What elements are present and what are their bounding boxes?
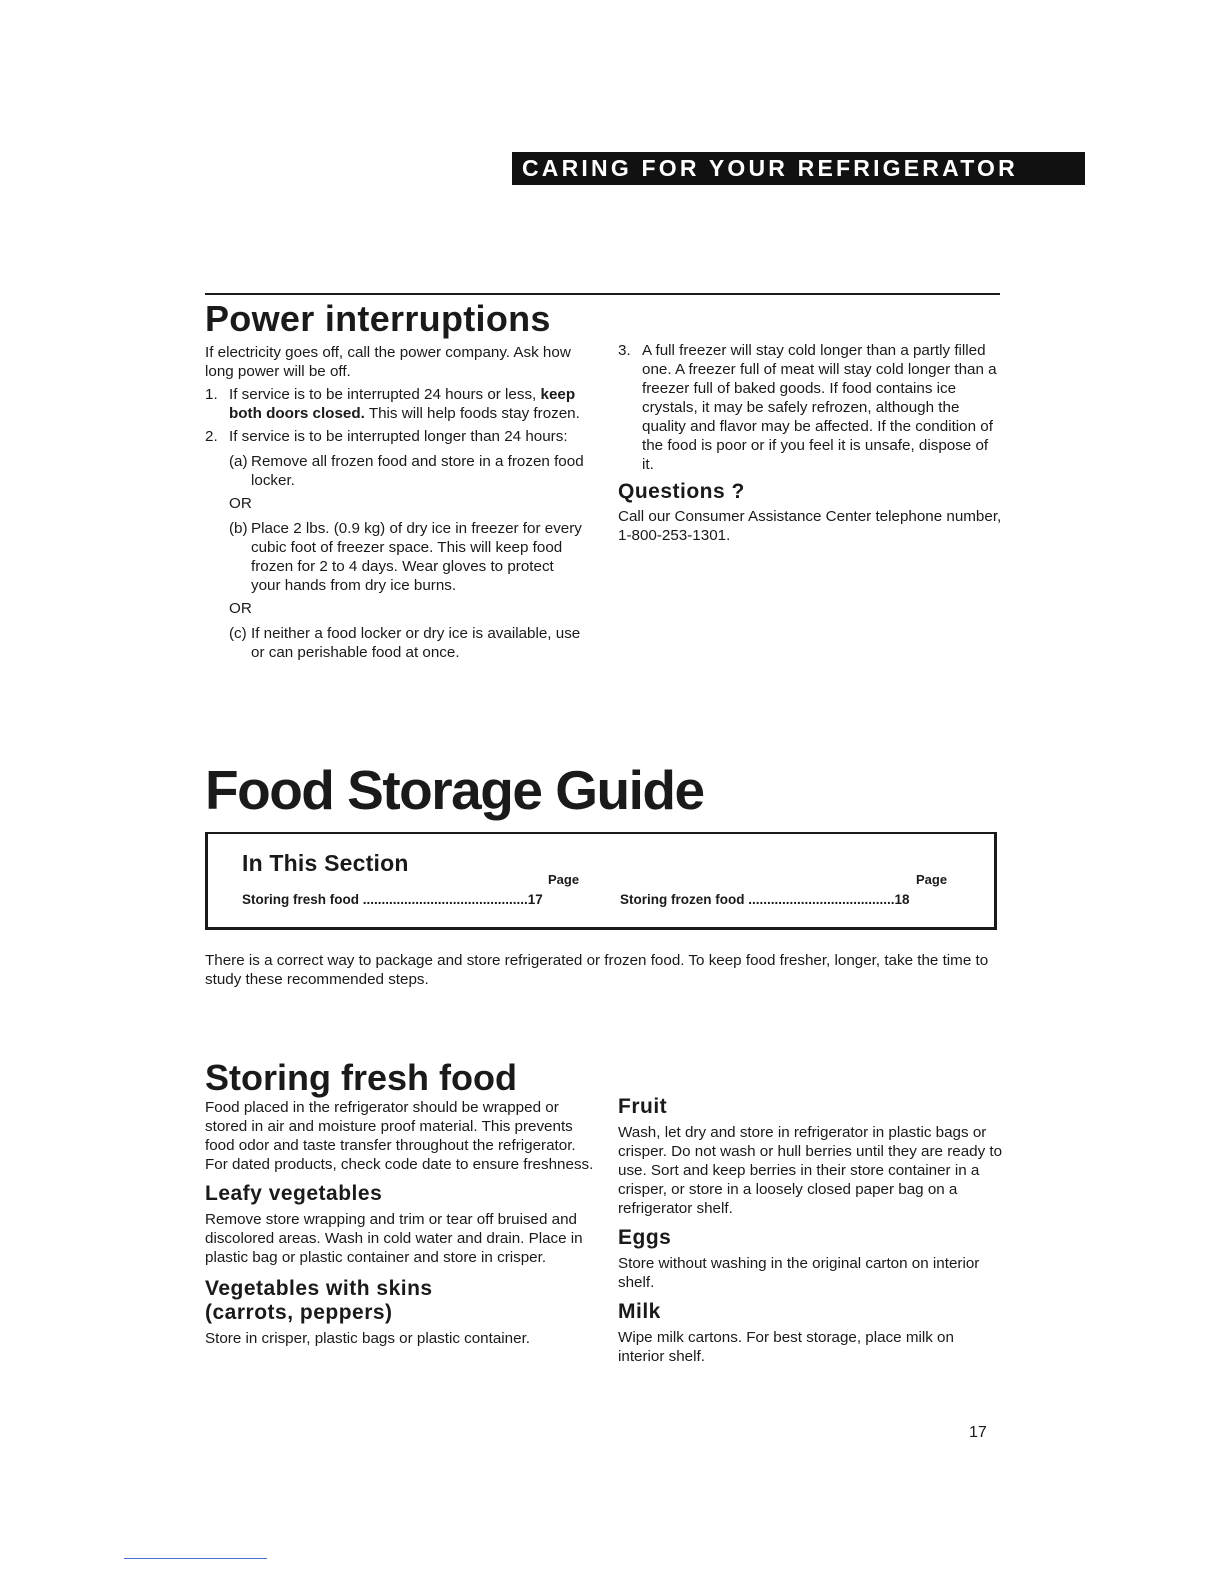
footer-rule [124, 1558, 267, 1559]
toc-link-storing-frozen-food[interactable]: Storing frozen food .......................................18 [620, 892, 910, 907]
toc-link-storing-fresh-food[interactable]: Storing fresh food ............................................17 [242, 892, 543, 907]
sub-text: Remove all frozen food and store in a frozen food locker. [251, 453, 584, 489]
vegetables-with-skins-heading: Vegetables with skins (carrots, peppers) [205, 1277, 433, 1324]
power-left-column [205, 343, 585, 662]
list-number: 2. [205, 428, 218, 445]
page-number: 17 [969, 1424, 987, 1441]
or-label: OR [229, 495, 252, 512]
sub-text: Place 2 lbs. (0.9 kg) of dry ice in freezer for every cubic foot of freezer space. This will keep food frozen for 2 to 4 days. Wear gloves to protect your hands from dry ice burns. [251, 520, 582, 594]
item1-bold: keep both doors closed. [229, 386, 576, 422]
power-interruptions-heading: Power interruptions [205, 298, 551, 339]
item1-text-b: This will help foods stay frozen. [368, 405, 580, 422]
sub-item-b [229, 519, 585, 595]
food-storage-guide-title: Food Storage Guide [205, 759, 704, 821]
storing-fresh-food-heading: Storing fresh food [205, 1057, 517, 1098]
milk-heading: Milk [618, 1300, 661, 1323]
divider [205, 293, 1000, 295]
list-item [205, 427, 585, 446]
list-number: 3. [618, 342, 631, 359]
in-this-section-heading: In This Section [242, 850, 409, 876]
fruit-heading: Fruit [618, 1095, 668, 1118]
item3-text: A full freezer will stay cold longer than a partly filled one. A freezer full of meat will stay cold longer than a freezer full of baked goods. If food contains ice crystals, it may be safely refrozen, although the quality and flavor may be affected. If the condition of the food is poor or if you feel it is unsafe, dispose of it. [642, 342, 997, 473]
milk-text: Wipe milk cartons. For best storage, place milk on interior shelf. [618, 1329, 954, 1365]
list-item [205, 385, 585, 423]
section-banner: CARING FOR YOUR REFRIGERATOR [512, 152, 1085, 185]
sub-letter: (a) [229, 453, 248, 470]
in-this-section-box [205, 832, 997, 930]
fruit-text: Wash, let dry and store in refrigerator in plastic bags or crisper. Do not wash or hull berries until they are ready to use. Sort and keep berries in their store container in a crisper, or store in a loosely closed paper bag on a refrigerator shelf. [618, 1124, 1003, 1217]
questions-text: Call our Consumer Assistance Center telephone number, 1-800-253-1301. [618, 508, 1002, 544]
list-item [618, 341, 1003, 474]
power-right-column [618, 341, 1003, 545]
eggs-text: Store without washing in the original carton on interior shelf. [618, 1255, 980, 1291]
sub-letter: (c) [229, 625, 247, 642]
leafy-vegetables-text: Remove store wrapping and trim or tear off bruised and discolored areas. Wash in cold water and drain. Place in plastic bag or plastic container and store in crisper. [205, 1211, 583, 1266]
fresh-left-column [205, 1098, 595, 1348]
page-column-label: Page [548, 872, 580, 887]
item1-text-a: If service is to be interrupted 24 hours or less, [229, 386, 537, 403]
food-guide-intro: There is a correct way to package and store refrigerated or frozen food. To keep food fresher, longer, take the time to study these recommended steps. [205, 952, 989, 988]
sub-text: If neither a food locker or dry ice is available, use or can perishable food at once. [251, 625, 581, 661]
eggs-heading: Eggs [618, 1226, 672, 1249]
leafy-vegetables-heading: Leafy vegetables [205, 1182, 383, 1205]
sub-item-a [229, 452, 585, 490]
fresh-intro: Food placed in the refrigerator should be wrapped or stored in air and moisture proof material. This prevents food odor and taste transfer throughout the refrigerator. For dated products, check code date to ensure freshness. [205, 1099, 594, 1173]
power-intro: If electricity goes off, call the power company. Ask how long power will be off. [205, 344, 571, 380]
list-number: 1. [205, 386, 218, 403]
page-column-label: Page [916, 872, 948, 887]
questions-heading: Questions ? [618, 480, 745, 503]
sub-item-c [229, 624, 585, 662]
fresh-right-column [618, 1095, 1003, 1366]
vegetables-with-skins-text: Store in crisper, plastic bags or plastic container. [205, 1330, 531, 1347]
or-label: OR [229, 600, 252, 617]
item2-text: If service is to be interrupted longer than 24 hours: [229, 428, 568, 445]
sub-letter: (b) [229, 520, 248, 537]
